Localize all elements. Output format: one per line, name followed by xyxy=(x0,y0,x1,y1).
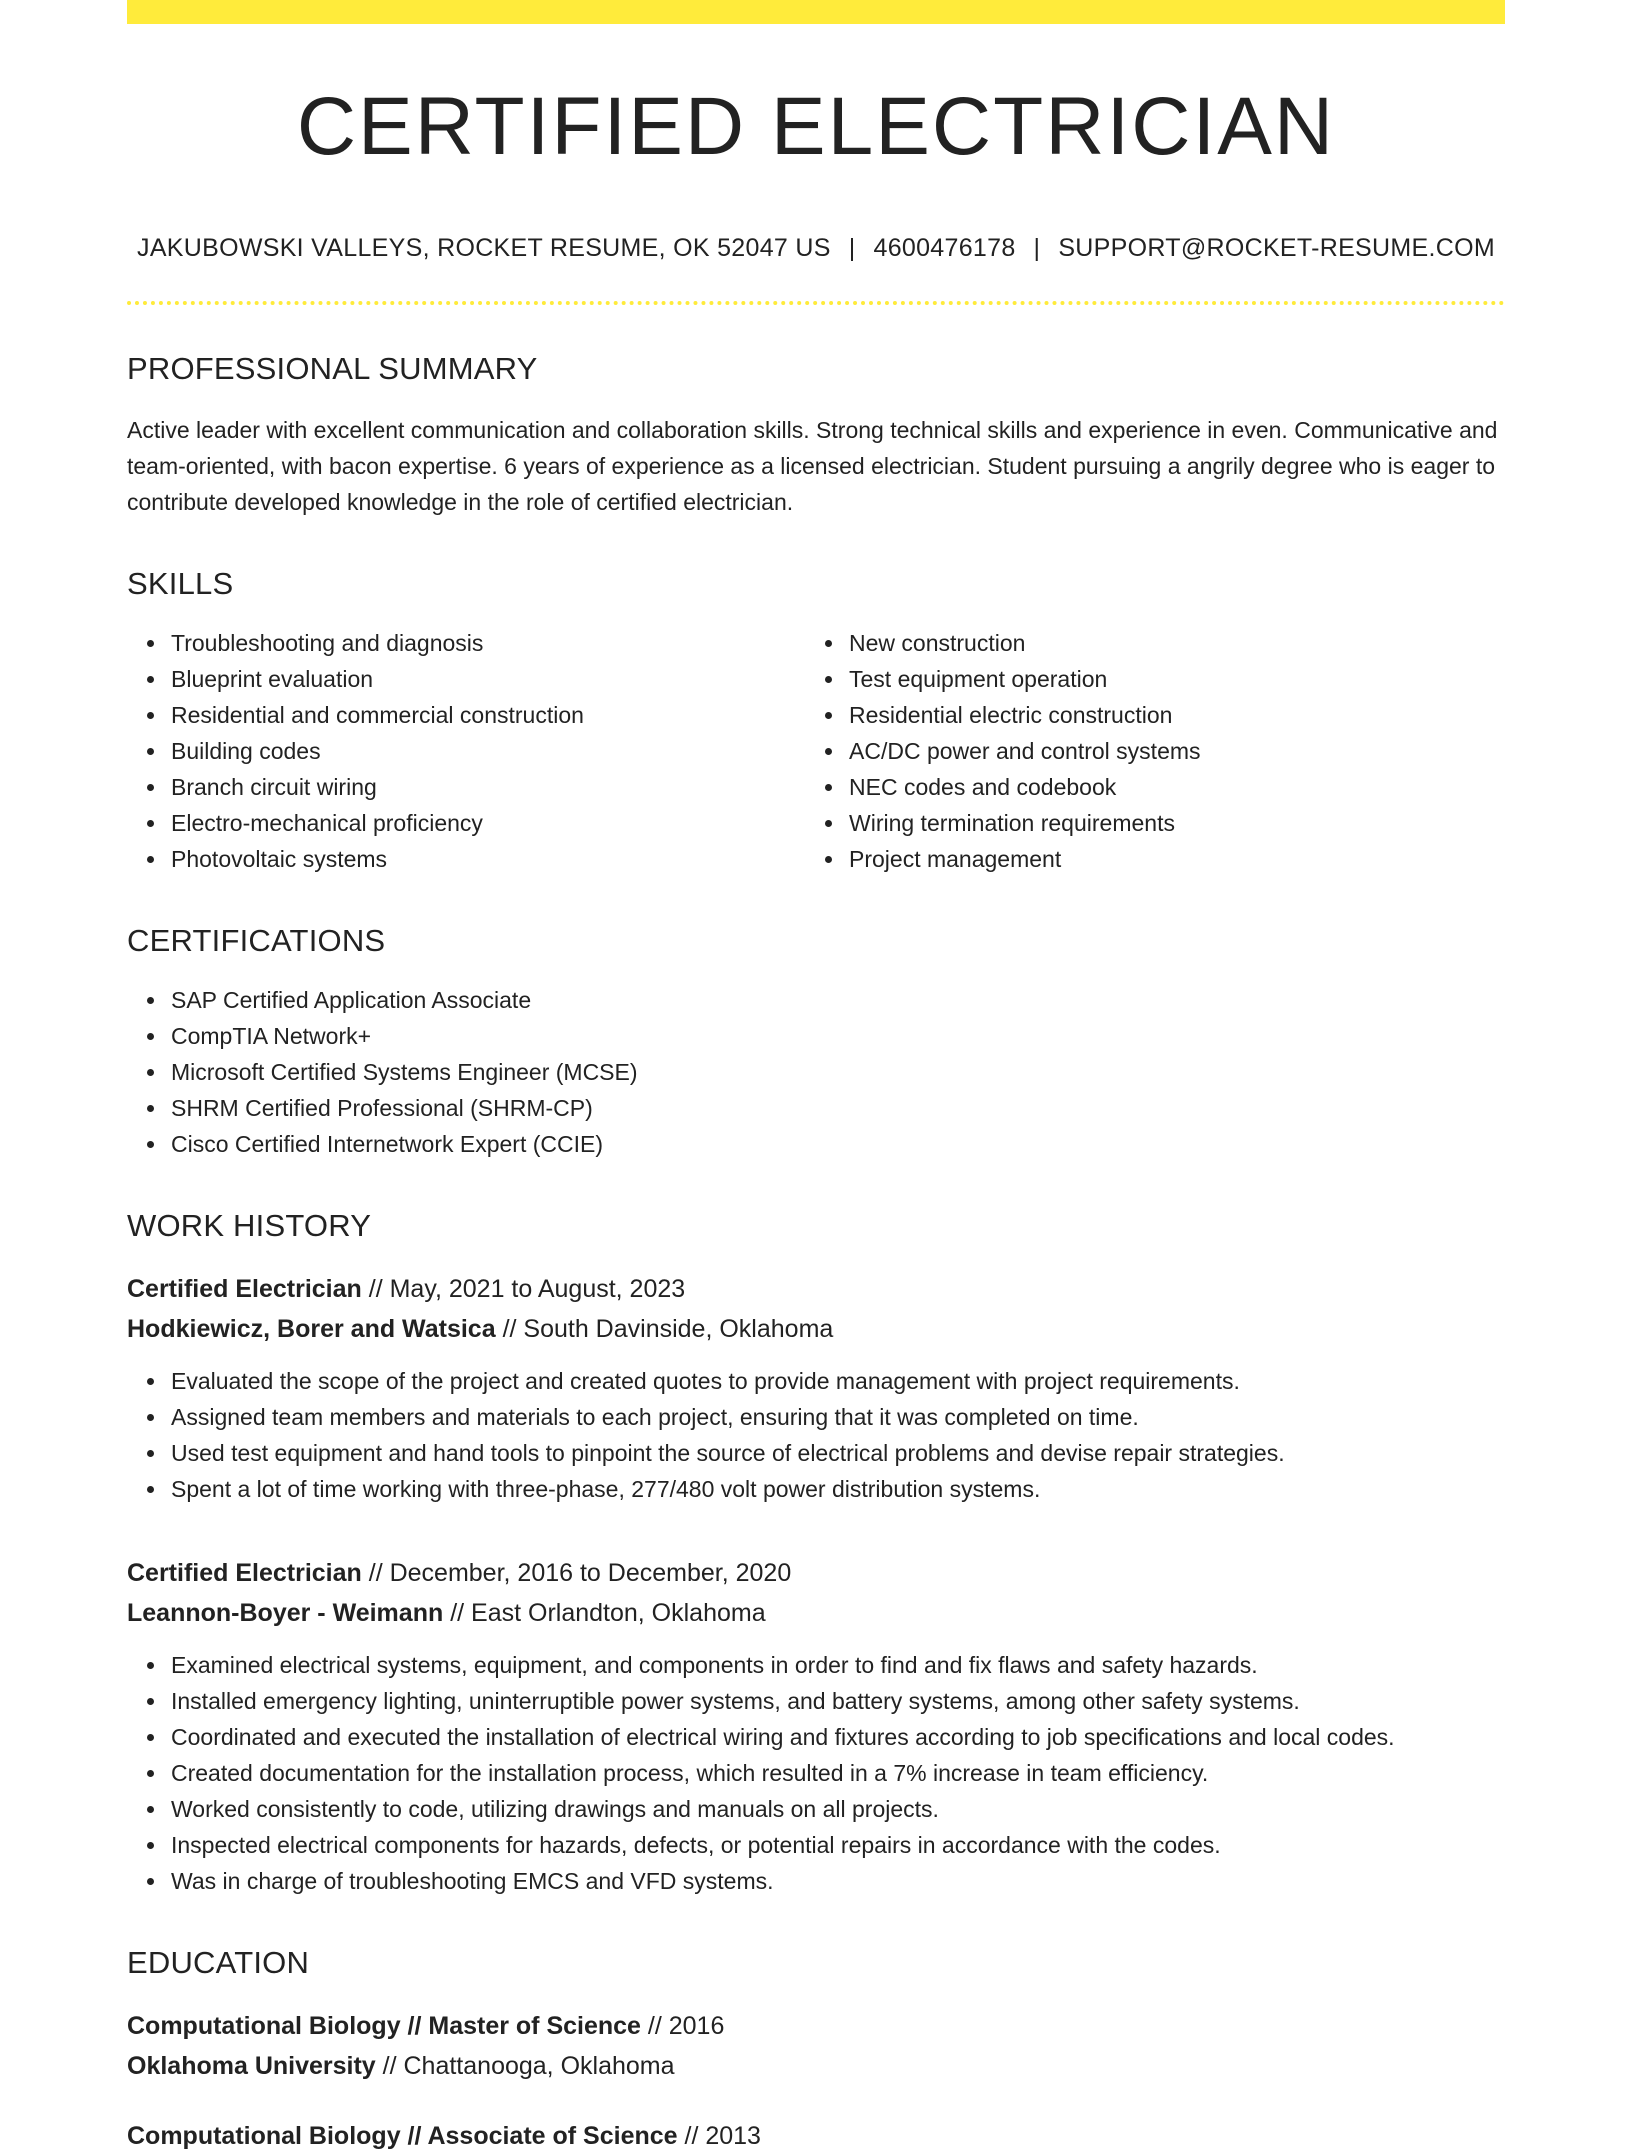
education-degree: Computational Biology // Master of Science xyxy=(127,2012,641,2041)
certifications-heading: CERTIFICATIONS xyxy=(127,923,386,959)
certification-item: SHRM Certified Professional (SHRM-CP) xyxy=(127,1090,1505,1126)
job-bullets xyxy=(127,1647,1505,1899)
job-title-line xyxy=(127,1553,1505,1593)
job-entry xyxy=(127,1269,1505,1507)
job-bullet: Installed emergency lighting, uninterruptible power systems, and battery systems, among other safety systems. xyxy=(127,1683,1505,1719)
education-heading: EDUCATION xyxy=(127,1945,310,1981)
contact-separator: | xyxy=(1033,234,1041,263)
education-entry xyxy=(127,2006,1505,2086)
work-history-heading: WORK HISTORY xyxy=(127,1208,372,1244)
job-bullet: Evaluated the scope of the project and created quotes to provide management with project requirements. xyxy=(127,1363,1505,1399)
skill-item: Residential and commercial construction xyxy=(127,697,805,733)
skill-item: Electro-mechanical proficiency xyxy=(127,805,805,841)
certification-item: CompTIA Network+ xyxy=(127,1018,1505,1054)
certification-item: SAP Certified Application Associate xyxy=(127,982,1505,1018)
skill-item: Test equipment operation xyxy=(805,661,1483,697)
dotted-divider xyxy=(127,301,1505,305)
job-title-line xyxy=(127,1269,1505,1309)
job-bullets xyxy=(127,1363,1505,1507)
job-location: // East Orlandton, Oklahoma xyxy=(443,1599,766,1628)
education-year: // 2016 xyxy=(640,2012,725,2041)
resume-name-title: CERTIFIED ELECTRICIAN xyxy=(296,81,1336,172)
skills-list-right xyxy=(805,625,1483,877)
job-bullet: Examined electrical systems, equipment, and components in order to find and fix flaws and safety hazards. xyxy=(127,1647,1505,1683)
job-company: Leannon-Boyer - Weimann xyxy=(127,1599,444,1628)
job-role: Certified Electrician xyxy=(127,1275,362,1304)
summary-heading: PROFESSIONAL SUMMARY xyxy=(127,351,538,387)
job-role: Certified Electrician xyxy=(127,1559,362,1588)
education-school-line xyxy=(127,2046,1505,2086)
contact-email: SUPPORT@ROCKET-RESUME.COM xyxy=(1058,234,1495,263)
job-bullet: Used test equipment and hand tools to pinpoint the source of electrical problems and devise repair strategies. xyxy=(127,1435,1505,1471)
certification-item: Cisco Certified Internetwork Expert (CCIE) xyxy=(127,1126,1505,1162)
education-entry xyxy=(127,2116,1505,2156)
skill-item: NEC codes and codebook xyxy=(805,769,1483,805)
job-company: Hodkiewicz, Borer and Watsica xyxy=(127,1315,496,1344)
skill-item: Troubleshooting and diagnosis xyxy=(127,625,805,661)
contact-phone: 4600476178 xyxy=(873,234,1016,263)
skill-item: Branch circuit wiring xyxy=(127,769,805,805)
job-bullet: Inspected electrical components for hazards, defects, or potential repairs in accordance with the codes. xyxy=(127,1827,1505,1863)
job-bullet: Assigned team members and materials to each project, ensuring that it was completed on time. xyxy=(127,1399,1505,1435)
job-company-line xyxy=(127,1309,1505,1349)
accent-top-bar xyxy=(127,0,1505,24)
summary-text: Active leader with excellent communication and collaboration skills. Strong technical skills and experience in even. Communicative and team-oriented, with bacon expertise. 6 years of experience as a licensed electrician. Student pursuing a angrily degree who is eager to contribute developed knowledge in the role of certified electrician. xyxy=(127,417,1498,516)
skill-item: Blueprint evaluation xyxy=(127,661,805,697)
contact-line xyxy=(127,234,1505,263)
job-dates: // December, 2016 to December, 2020 xyxy=(361,1559,792,1588)
skill-item: AC/DC power and control systems xyxy=(805,733,1483,769)
job-location: // South Davinside, Oklahoma xyxy=(495,1315,834,1344)
skill-item: Photovoltaic systems xyxy=(127,841,805,877)
contact-address: JAKUBOWSKI VALLEYS, ROCKET RESUME, OK 52047 US xyxy=(137,234,831,263)
job-company-line xyxy=(127,1593,1505,1633)
education-location: // Chattanooga, Oklahoma xyxy=(375,2052,675,2081)
job-bullet: Was in charge of troubleshooting EMCS and VFD systems. xyxy=(127,1863,1505,1899)
skills-list-left xyxy=(127,625,805,877)
education-degree-line xyxy=(127,2006,1505,2046)
job-entry xyxy=(127,1553,1505,1899)
skills-grid xyxy=(127,625,1505,877)
education-degree: Computational Biology // Associate of Science xyxy=(127,2122,678,2151)
skill-item: Building codes xyxy=(127,733,805,769)
job-dates: // May, 2021 to August, 2023 xyxy=(361,1275,686,1304)
job-bullet: Coordinated and executed the installation of electrical wiring and fixtures according to job specifications and local codes. xyxy=(127,1719,1505,1755)
job-bullet: Worked consistently to code, utilizing drawings and manuals on all projects. xyxy=(127,1791,1505,1827)
contact-separator: | xyxy=(848,234,856,263)
certifications-list xyxy=(127,982,1505,1162)
skills-heading: SKILLS xyxy=(127,566,234,602)
skill-item: New construction xyxy=(805,625,1483,661)
skill-item: Residential electric construction xyxy=(805,697,1483,733)
skill-item: Wiring termination requirements xyxy=(805,805,1483,841)
job-bullet: Created documentation for the installation process, which resulted in a 7% increase in team efficiency. xyxy=(127,1755,1505,1791)
job-bullet: Spent a lot of time working with three-phase, 277/480 volt power distribution systems. xyxy=(127,1471,1505,1507)
education-degree-line xyxy=(127,2116,1505,2156)
education-year: // 2013 xyxy=(677,2122,761,2151)
skill-item: Project management xyxy=(805,841,1483,877)
certification-item: Microsoft Certified Systems Engineer (MCSE) xyxy=(127,1054,1505,1090)
education-school: Oklahoma University xyxy=(127,2052,376,2081)
